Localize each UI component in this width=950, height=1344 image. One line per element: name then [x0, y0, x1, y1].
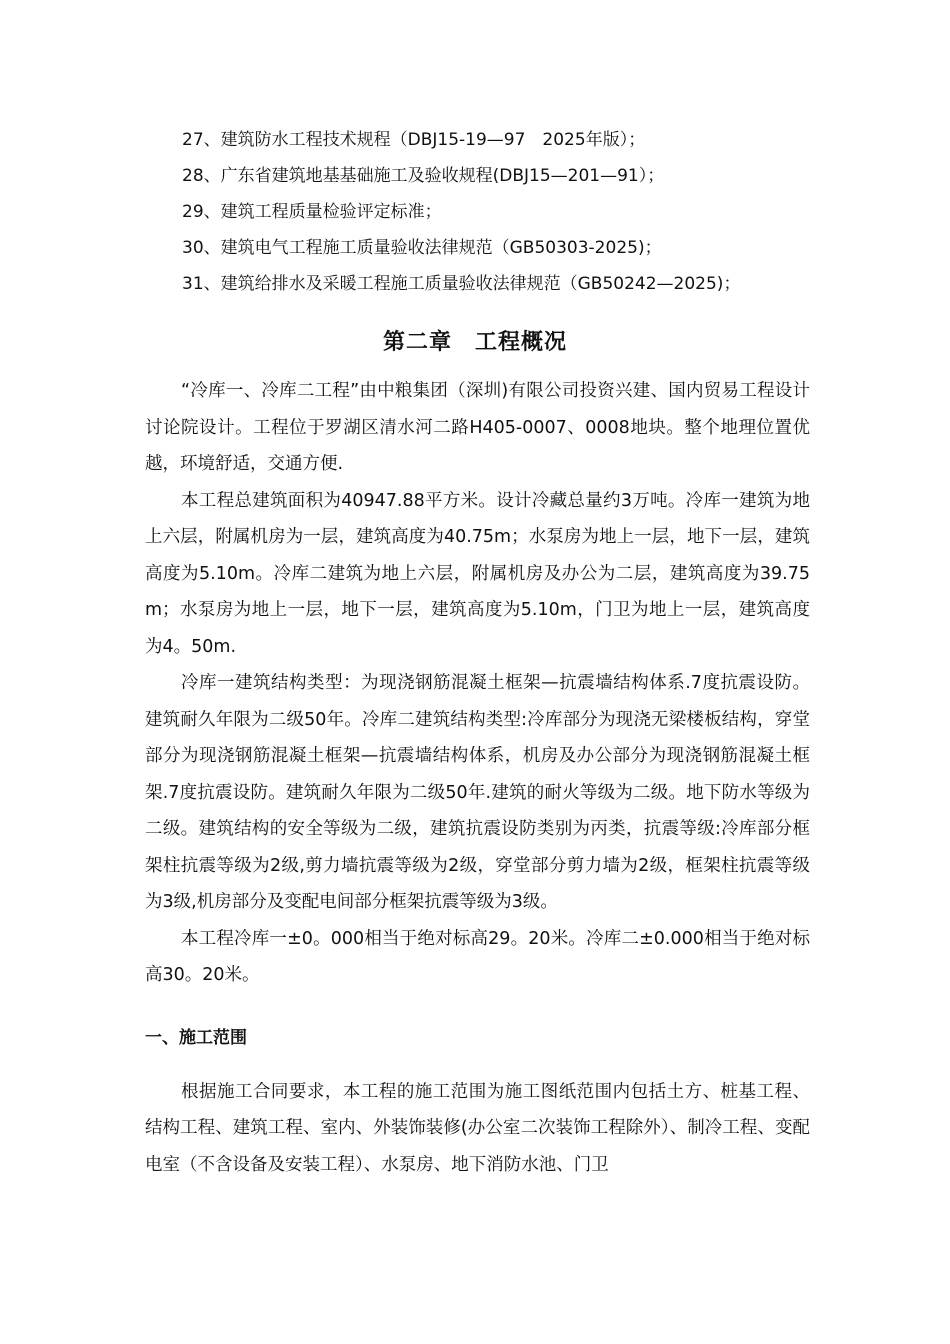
reference-item: 29、建筑工程质量检验评定标准； — [182, 202, 442, 222]
structure-paragraph: 冷库一建筑结构类型：为现浇钢筋混凝土框架—抗震墙结构体系.7度抗震设防。建筑耐久年限为二级50年。冷库二建筑结构类型:冷库部分为现浇无梁楼板结构，穿堂部分为现浇钢筋混凝土框架—抗震墙结构体系，机房及办公部分为现浇钢筋混凝土框架.7度抗震设防。建筑耐久年限为二级50年.建筑的耐火等级为二级。地下防水等级为二级。建筑结构的安全等级为二级，建筑抗震设防类别为丙类，抗震等级:冷库部分框架柱抗震等级为2级,剪力墙抗震等级为2级，穿堂部分剪力墙为2级，框架柱抗震等级为3级,机房部分及变配电间部分框架抗震等级为3级。 — [145, 673, 810, 912]
chapter-body — [145, 373, 810, 1183]
reference-list — [182, 122, 822, 302]
section-heading: 一、施工范围 — [145, 1027, 247, 1048]
reference-item: 28、广东省建筑地基基础施工及验收规程(DBJ15—201—91）； — [182, 166, 665, 186]
reference-item: 31、建筑给排水及采暖工程施工质量验收法律规范（GB50242—2025)； — [182, 274, 741, 294]
scope-paragraph: 根据施工合同要求，本工程的施工范围为施工图纸范围内包括土方、桩基工程、结构工程、建筑工程、室内、外装饰装修(办公室二次装饰工程除外）、制冷工程、变配电室（不含设备及安装工程）、水泵房、地下消防水池、门卫 — [145, 1081, 810, 1175]
overview-paragraph: “冷库一、冷库二工程”由中粮集团（深圳)有限公司投资兴建、国内贸易工程设计讨论院设计。工程位于罗湖区清水河二路H405-0007、0008地块。整个地理位置优越，环境舒适，交通方便. — [145, 381, 810, 474]
reference-item: 30、建筑电气工程施工质量验收法律规范（GB50303-2025)； — [182, 238, 662, 258]
area-paragraph: 本工程总建筑面积为40947.88平方米。设计冷藏总量约3万吨。冷库一建筑为地上六层，附属机房为一层，建筑高度为40.75m；水泵房为地上一层，地下一层，建筑高度为5.10m。冷库二建筑为地上六层，附属机房及办公为二层，建筑高度为39.75m；水泵房为地上一层，地下一层，建筑高度为5.10m，门卫为地上一层，建筑高度为4。50m. — [145, 490, 810, 657]
elevation-paragraph: 本工程冷库一±0。000相当于绝对标高29。20米。冷库二±0.000相当于绝对标高30。20米。 — [145, 928, 810, 985]
chapter-title: 第二章 工程概况 — [382, 330, 567, 355]
reference-item: 27、建筑防水工程技术规程（DBJ15-19—97 2025年版）； — [182, 130, 646, 150]
